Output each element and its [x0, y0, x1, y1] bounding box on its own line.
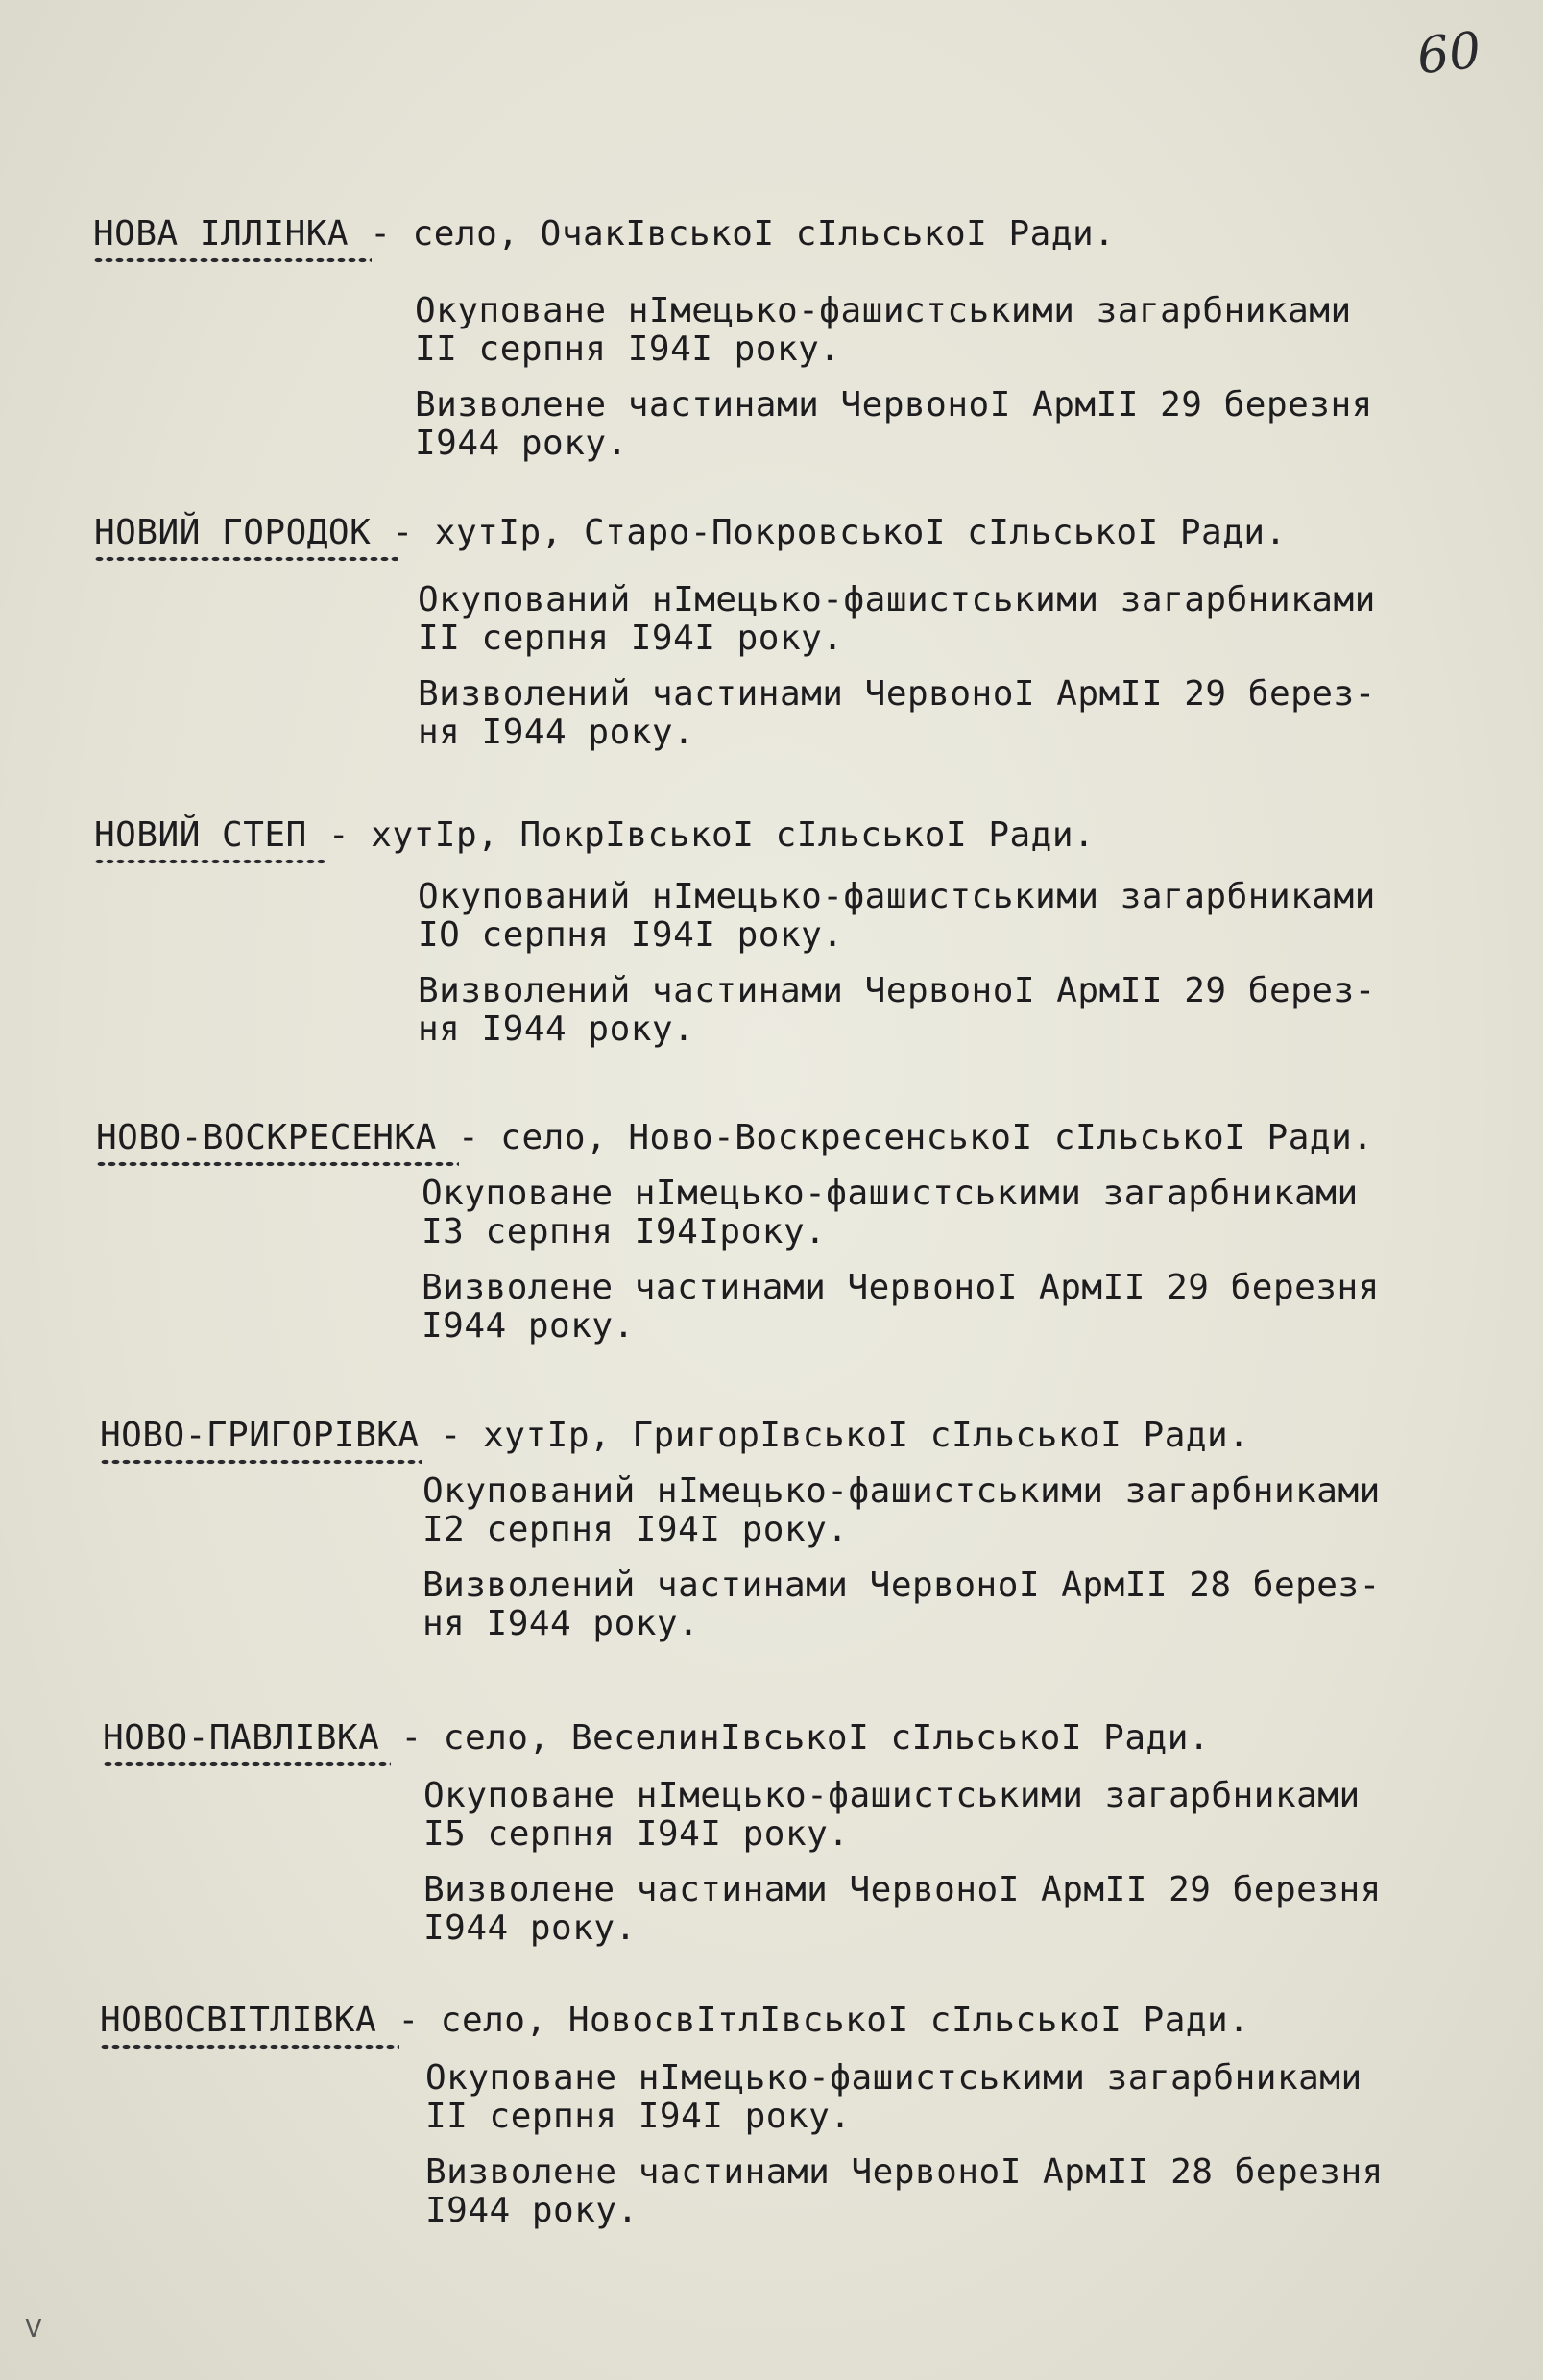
- text-line: ня І944 року.: [418, 1009, 695, 1049]
- entry-headline: [96, 1117, 1373, 1159]
- text-line: ня І944 року.: [422, 1604, 700, 1643]
- page-number: 60: [1414, 21, 1484, 86]
- wavy-underline: [100, 2044, 399, 2050]
- wavy-underline: [100, 1459, 422, 1465]
- occupation-paragraph: [415, 292, 1373, 369]
- margin-mark: V: [25, 2315, 42, 2344]
- text-line: Окупований нІмецько-фашистськими загарбниками: [422, 1471, 1381, 1511]
- text-line: Визволене частинами ЧервоноІ АрмІІ 29 березня: [423, 1870, 1382, 1909]
- wavy-underline: [93, 257, 372, 263]
- wavy-underline: [94, 556, 398, 562]
- text-line: ІІ серпня І94І року.: [415, 329, 841, 369]
- entry-body: [425, 2059, 1384, 2247]
- settlement-description: - село, ОчакІвськоІ сІльськоІ Ради.: [349, 214, 1116, 254]
- settlement-description: - хутІр, Старо-ПокровськоІ сІльськоІ Ради.: [371, 513, 1287, 552]
- liberation-paragraph: [423, 1871, 1382, 1948]
- text-line: Визволений частинами ЧервоноІ АрмІІ 29 берез-: [418, 971, 1376, 1010]
- text-line: ІІ серпня І94І року.: [425, 2097, 852, 2136]
- occupation-paragraph: [423, 1777, 1382, 1854]
- text-line: Визволений частинами ЧервоноІ АрмІІ 29 берез-: [418, 674, 1376, 714]
- liberation-paragraph: [425, 2153, 1384, 2230]
- liberation-paragraph: [418, 972, 1376, 1049]
- entry-headline: [100, 2000, 1249, 2042]
- entry-headline: [103, 1717, 1210, 1760]
- entry-body: [423, 1777, 1382, 1965]
- occupation-paragraph: [418, 878, 1376, 955]
- settlement-name: НОВОСВІТЛІВКА: [100, 2000, 376, 2042]
- settlement-description: - село, ВеселинІвськоІ сІльськоІ Ради.: [379, 1718, 1211, 1758]
- text-line: ІІ серпня І94І року.: [418, 619, 844, 658]
- text-line: ня І944 року.: [418, 713, 695, 752]
- text-line: Окуповане нІмецько-фашистськими загарбниками: [422, 1174, 1359, 1213]
- settlement-description: - хутІр, ГригорІвськоІ сІльськоІ Ради.: [419, 1416, 1250, 1455]
- text-line: Окупований нІмецько-фашистськими загарбниками: [418, 877, 1376, 916]
- occupation-paragraph: [422, 1472, 1381, 1549]
- entry-headline: [93, 213, 1115, 255]
- text-line: Визволене частинами ЧервоноІ АрмІІ 28 березня: [425, 2152, 1384, 2192]
- occupation-paragraph: [422, 1175, 1380, 1251]
- settlement-description: - село, НовосвІтлІвськоІ сІльськоІ Ради.: [376, 2001, 1250, 2040]
- settlement-name: НОВО-ГРИГОРІВКА: [100, 1415, 420, 1457]
- liberation-paragraph: [415, 386, 1373, 463]
- settlement-name: НОВИЙ СТЕП: [94, 814, 307, 857]
- settlement-description: - хутІр, ПокрІвськоІ сІльськоІ Ради.: [306, 815, 1096, 855]
- text-line: І5 серпня І94І року.: [423, 1814, 850, 1854]
- text-line: Окуповане нІмецько-фашистськими загарбниками: [415, 291, 1352, 330]
- entry-headline: [94, 814, 1095, 857]
- settlement-name: НОВИЙ ГОРОДОК: [94, 512, 371, 554]
- text-line: Визволене частинами ЧервоноІ АрмІІ 29 березня: [415, 385, 1373, 425]
- occupation-paragraph: [418, 581, 1376, 658]
- text-line: І944 року.: [423, 1908, 637, 1948]
- settlement-name: НОВА ІЛЛІНКА: [93, 213, 349, 255]
- entry-body: [418, 878, 1376, 1066]
- text-line: Окуповане нІмецько-фашистськими загарбниками: [425, 2058, 1362, 2098]
- entry-body: [418, 581, 1376, 769]
- settlement-name: НОВО-ВОСКРЕСЕНКА: [96, 1117, 437, 1159]
- occupation-paragraph: [425, 2059, 1384, 2136]
- text-line: Визволений частинами ЧервоноІ АрмІІ 28 берез-: [422, 1566, 1381, 1605]
- liberation-paragraph: [422, 1566, 1381, 1643]
- liberation-paragraph: [418, 675, 1376, 752]
- liberation-paragraph: [422, 1269, 1380, 1346]
- entry-headline: [94, 512, 1287, 554]
- text-line: І944 року.: [415, 424, 628, 463]
- entry-headline: [100, 1415, 1249, 1457]
- wavy-underline: [103, 1761, 391, 1767]
- text-line: І944 року.: [422, 1306, 635, 1346]
- settlement-description: - село, Ново-ВоскресенськоІ сІльськоІ Ради.: [436, 1118, 1374, 1157]
- text-line: Визволене частинами ЧервоноІ АрмІІ 29 березня: [422, 1268, 1380, 1307]
- entry-body: [422, 1175, 1380, 1363]
- wavy-underline: [96, 1161, 459, 1167]
- text-line: ІЗ серпня І94Іроку.: [422, 1212, 827, 1251]
- text-line: ІО серпня І94І року.: [418, 915, 844, 955]
- settlement-name: НОВО-ПАВЛІВКА: [103, 1717, 379, 1760]
- wavy-underline: [94, 859, 326, 864]
- text-line: Окупований нІмецько-фашистськими загарбниками: [418, 580, 1376, 619]
- entry-body: [422, 1472, 1381, 1661]
- text-line: І2 серпня І94І року.: [422, 1510, 849, 1549]
- text-line: І944 року.: [425, 2191, 639, 2230]
- entry-body: [415, 292, 1373, 480]
- text-line: Окуповане нІмецько-фашистськими загарбниками: [423, 1776, 1361, 1815]
